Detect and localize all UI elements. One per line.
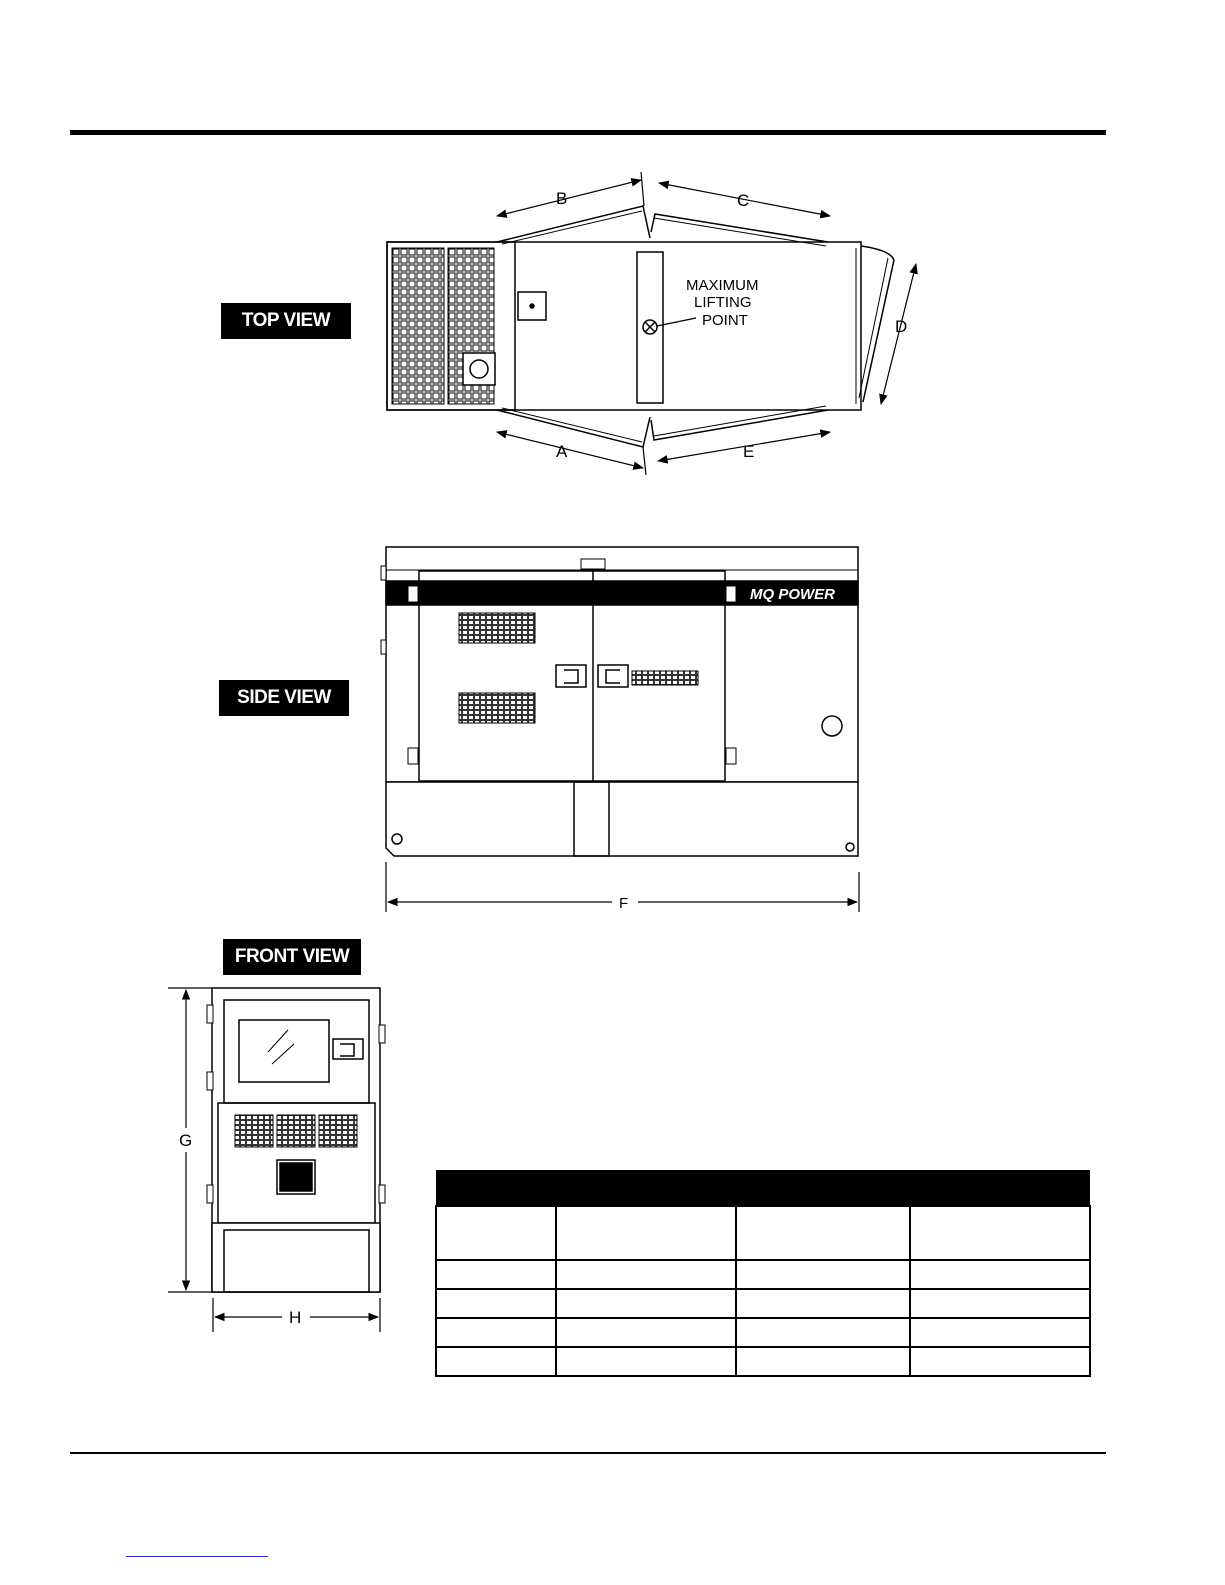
- dim-label-a: A: [556, 442, 568, 461]
- table-row: [436, 1347, 1090, 1376]
- table-cell: [556, 1289, 736, 1318]
- table-cell: [910, 1289, 1090, 1318]
- side-view-label: SIDE VIEW: [219, 680, 349, 716]
- table-cell: [736, 1318, 910, 1347]
- table-cell: [556, 1318, 736, 1347]
- table-cell: [910, 1318, 1090, 1347]
- table-cell: [736, 1289, 910, 1318]
- table-cell: [736, 1347, 910, 1376]
- table-row: [436, 1318, 1090, 1347]
- table-cell: [436, 1347, 556, 1376]
- side-brand-logo: MQ POWER: [750, 586, 835, 603]
- table-cell: [556, 1347, 736, 1376]
- table-header: [436, 1170, 1090, 1206]
- dim-label-b: B: [556, 189, 568, 208]
- column-header: [556, 1206, 736, 1260]
- table-cell: [556, 1260, 736, 1289]
- table-cell: [436, 1260, 556, 1289]
- front-view-drawing: [207, 988, 385, 1292]
- lifting-point-line3: POINT: [702, 312, 748, 329]
- table-cell: [736, 1260, 910, 1289]
- bottom-rule: [70, 1452, 1106, 1454]
- dim-label-d: D: [895, 317, 908, 336]
- dim-label-f: F: [619, 895, 629, 912]
- column-header: [736, 1206, 910, 1260]
- top-view-drawing: [387, 206, 894, 447]
- dim-label-g: G: [179, 1131, 193, 1150]
- table-cell: [436, 1318, 556, 1347]
- dim-label-h: H: [289, 1308, 302, 1327]
- lifting-point-line1: MAXIMUM: [686, 277, 759, 294]
- dim-label-c: C: [737, 191, 750, 210]
- dim-label-e: E: [743, 442, 755, 461]
- lifting-point-line2: LIFTING: [694, 294, 752, 311]
- column-header: [436, 1206, 556, 1260]
- table-cell: [910, 1347, 1090, 1376]
- dimensions-table: [435, 1170, 1091, 1377]
- table-row: [436, 1289, 1090, 1318]
- table-row: [436, 1260, 1090, 1289]
- table-cell: [910, 1260, 1090, 1289]
- footer-link-underline[interactable]: [126, 1556, 268, 1557]
- column-header: [910, 1206, 1090, 1260]
- top-view-label: TOP VIEW: [221, 303, 351, 339]
- table-cell: [436, 1289, 556, 1318]
- front-view-label: FRONT VIEW: [223, 939, 361, 975]
